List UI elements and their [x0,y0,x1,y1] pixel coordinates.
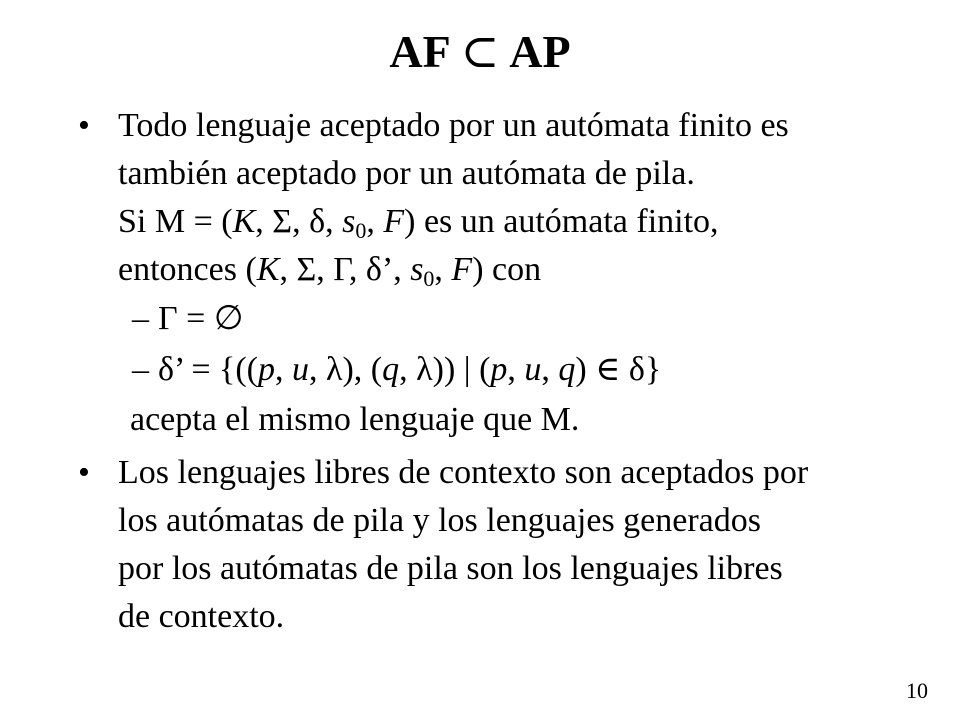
bullet-2-line-4: de contexto. [118,598,285,635]
title-left: AF [389,26,451,77]
bullet-1-text [118,102,789,294]
title-right: AP [509,26,571,77]
closing-line: acepta el mismo lenguaje que M. [130,401,580,438]
bullet-2-line-2: los autómatas de pila y los lenguajes generados [118,502,761,539]
entonces-line: entonces (K, Σ, Γ, δ’, $s_0$, F) con [118,251,542,291]
dash-marker-1: – [132,300,149,337]
bullet-marker-2: • [78,454,90,491]
definition-line: Si M = (K, Σ, δ, $s_0$, F) es un autómata finito, [118,203,719,243]
bullet-2-line-3: por los autómatas de pila son los lenguajes libres [118,550,783,587]
gamma-empty-item: Γ = ∅ [158,300,244,337]
dash-marker-2: – [132,351,149,388]
bullet-2-text [118,449,808,641]
bullet-1-line-1: Todo lenguaje aceptado por un autómata finito es [118,107,789,144]
delta-definition-item: δ’ = {((p, u, λ), (q, λ)) | (p, u, q) ∈ δ} [158,351,662,388]
subset-symbol: ⊂ [460,26,500,77]
bullet-marker-1: • [78,107,90,144]
slide-title [0,22,960,82]
bullet-1-line-2: también aceptado por un autómata de pila. [118,155,695,192]
page-number: 10 [906,678,928,703]
bullet-2-line-1: Los lenguajes libres de contexto son aceptados por [118,454,809,491]
